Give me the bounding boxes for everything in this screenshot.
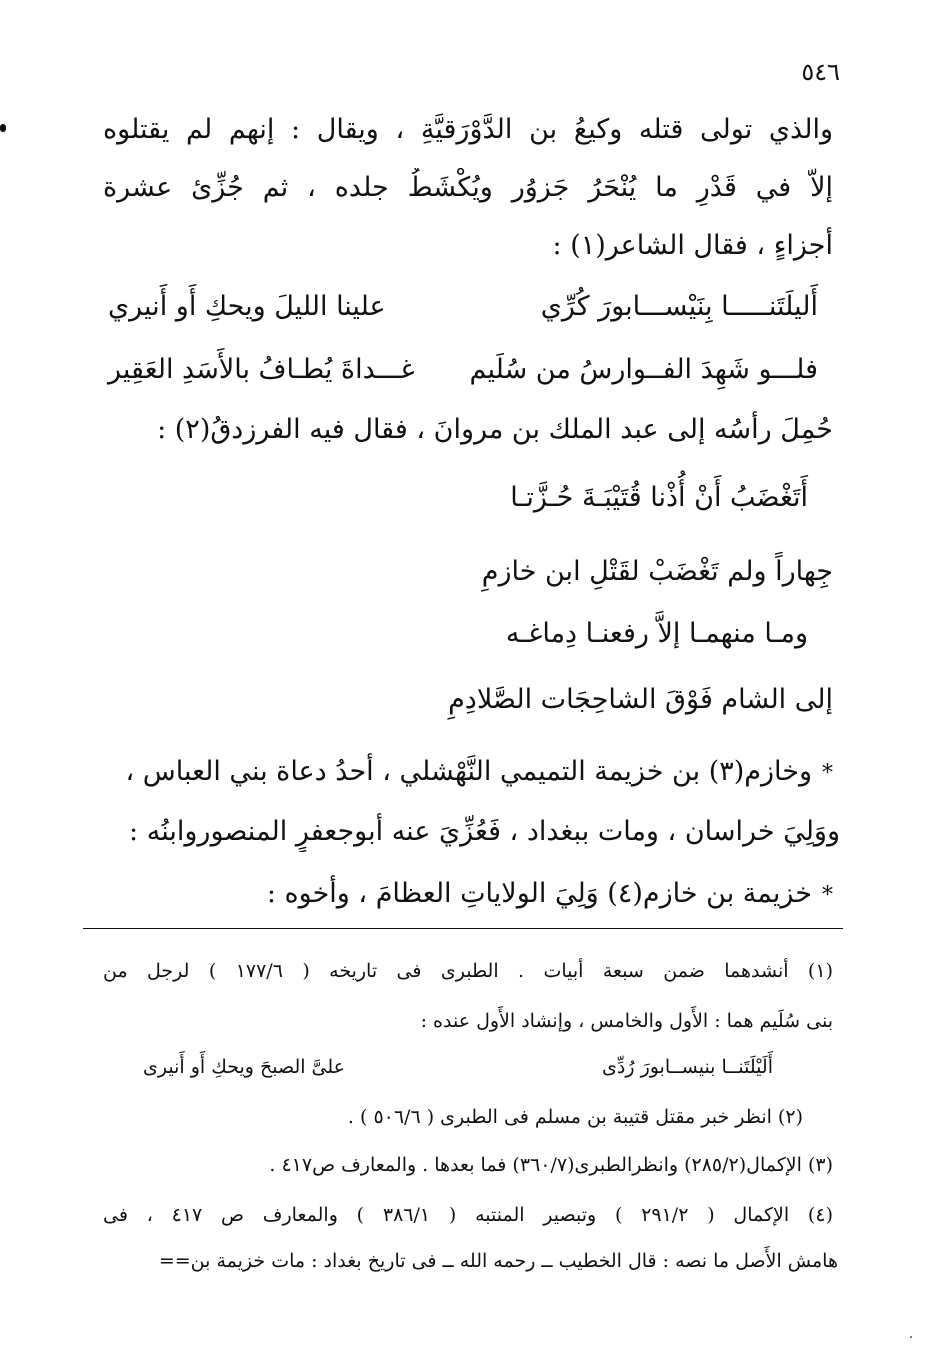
verse-2-second-hemistich: غـــداةَ يُطـافُ بالأَسَدِ العَقِير (108, 354, 415, 385)
footnote-1-verse (103, 1052, 833, 1082)
footnote-1-line-2: بنى سُلَيم هما : الأَول والخامس ، وإنشاد الأَول عنده : (420, 1010, 833, 1032)
verse-2-first-hemistich: فلـــو شَهِدَ الفــوارسُ من سُلَيم (469, 354, 818, 385)
poem-line-1: أَتَغْضَبُ أَنْ أُذْنا قُتَيْبَـةَ حُـزَّتـا (510, 482, 808, 513)
entry-bullet-2: * (822, 883, 833, 908)
verse-1-second-hemistich: علينا الليلَ ويحكِ أَو أَنيري (108, 291, 386, 322)
footnote-verse-first-hemistich: أَلَيْلَتَنــا بنيســابورَ رُدِّى (602, 1056, 773, 1078)
verse-1-first-hemistich: أَليلَتَنـــــا بِنَيْســـابورَ كُرِّي (540, 291, 818, 322)
page-number: ٥٤٦ (801, 58, 840, 86)
entry-khuzayma-line-1: خزيمة بن خازم(٤) وَلِيَ الولاياتِ العظامَ ، وأَخوه : (266, 878, 812, 909)
poem-line-2: جِهاراً ولم تَغْضَبْ لقَتْلِ ابن خازمِ (481, 556, 833, 587)
footnote-separator (83, 928, 843, 929)
entry-khazim (103, 752, 833, 794)
body-line-1: والذي تولى قتله وكيعُ بن الدَّوْرَقيَّةِ ، ويقال : إنهم لم يقتلوه (103, 114, 833, 145)
verse-2 (103, 350, 833, 390)
footnote-4-line-2: هامش الأَصل ما نصه : قال الخطيب ــ رحمه الله ــ فى تاريخ بغداد : مات خزيمة بن== (158, 1250, 838, 1272)
body-line-2: إلاَّ في قَدْرِ ما يُنْحَرُ جَزوُر ويُكْشَطُ جلده ، ثم جُزِّئ عشرة (103, 172, 833, 203)
poem-line-3: ومـا منهمـا إلاَّ رفعنـا دِماغـه (505, 618, 808, 649)
body-line-3: أَجزاءٍ ، فقال الشاعر(١) : (552, 230, 833, 261)
footnote-3: (٣) الإكمال(٢٨٥/٢) وانظرالطبرى(٣٦٠/٧) فما بعدها . والمعارف ص٤١٧ . (269, 1154, 833, 1176)
entry-khuzayma (103, 874, 833, 916)
body-line-4: حُمِلَ رأسُه إلى عبد الملك بن مروانَ ، فقال فيه الفرزدقُ(٢) : (157, 414, 833, 445)
footnote-verse-second-hemistich: علىَّ الصبحَ ويحكِ أَو أَنيرى (143, 1056, 346, 1078)
verse-1 (103, 287, 833, 327)
footnote-2: (٢) انظر خبر مقتل قتيبة بن مسلم فى الطبرى ( ٥٠٦/٦ ) . (347, 1106, 803, 1128)
scan-speck (910, 1336, 912, 1338)
entry-khazim-line-1: وخازم(٣) بن خزيمة التميمي النَّهْشلي ، أَحدُ دعاة بني العباس ، (125, 756, 812, 787)
poem-line-4: إلى الشام فَوْقَ الشاحِجَات الصَّلادِمِ (448, 684, 833, 715)
entry-bullet: * (822, 761, 833, 786)
margin-ink-mark (0, 124, 6, 132)
entry-khazim-line-2: ووَلِيَ خراسان ، ومات ببغداد ، فَعُزِّيَ عنه أَبوجعفرٍ المنصوروابنُه : (129, 816, 840, 847)
footnote-1-line-1: (١) أنشدهما ضمن سبعة أبيات . الطبرى فى تاريخه ( ١٧٧/٦ ) لرجل من (103, 960, 833, 982)
footnote-4-line-1: (٤) الإكمال ( ٢٩١/٢ ) وتبصير المنتبه ( ٣٨٦/١ ) والمعارف ص ٤١٧ ، فى (103, 1204, 833, 1226)
